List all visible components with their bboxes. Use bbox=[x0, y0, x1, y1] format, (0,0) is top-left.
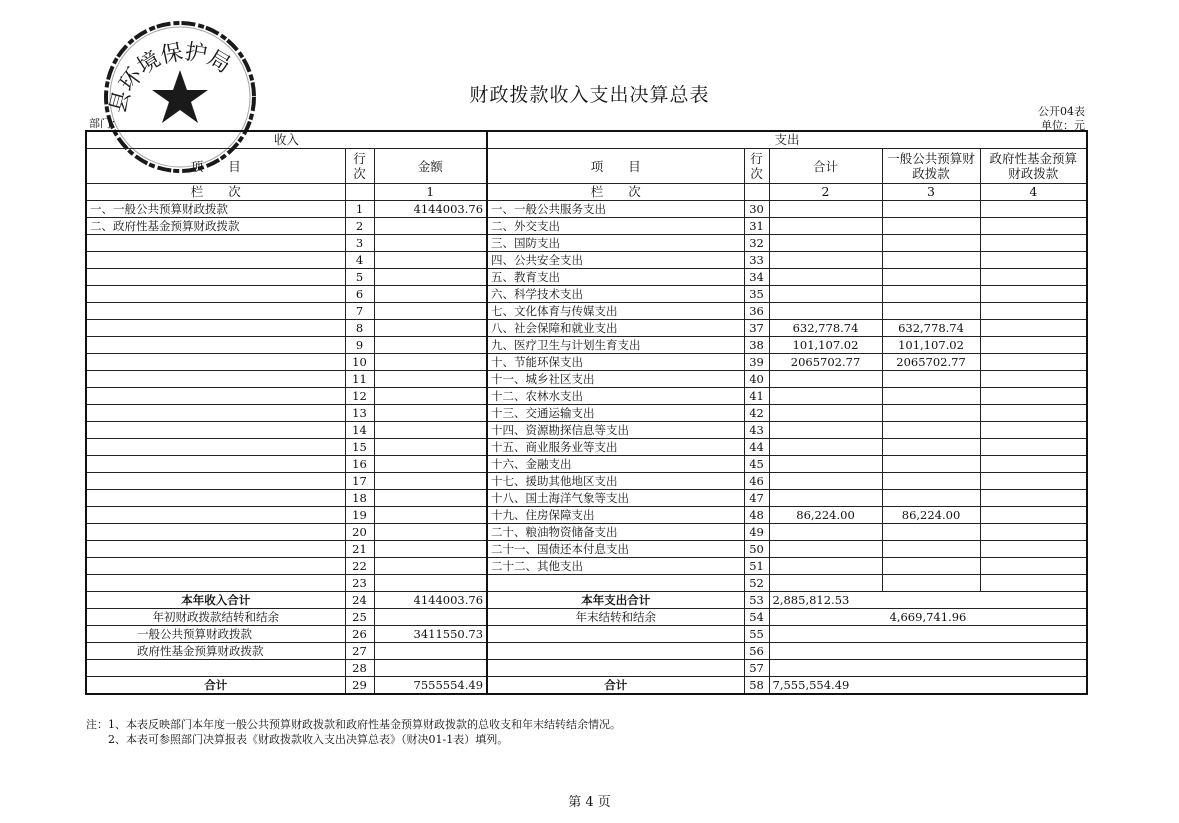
income-amount bbox=[374, 558, 487, 575]
income-row-no: 13 bbox=[345, 405, 374, 422]
income-amount bbox=[374, 473, 487, 490]
col-item-exp-header: 项 目 bbox=[487, 149, 744, 184]
expense-gov-fund bbox=[980, 388, 1087, 405]
table-row bbox=[86, 269, 1087, 286]
header-row-columns bbox=[86, 149, 1087, 184]
expense-row-no: 31 bbox=[744, 218, 769, 235]
income-amount bbox=[374, 439, 487, 456]
table-row bbox=[86, 405, 1087, 422]
expense-total bbox=[769, 371, 882, 388]
table-row bbox=[86, 473, 1087, 490]
expense-carry-label: 年末结转和结余 bbox=[487, 609, 744, 626]
income-item bbox=[86, 269, 345, 286]
expense-general-budget bbox=[882, 575, 980, 592]
income-item: 一、一般公共预算财政拨款 bbox=[86, 201, 345, 218]
col-num-2: 2 bbox=[769, 184, 882, 201]
form-code: 公开04表 bbox=[1038, 105, 1085, 118]
table-row bbox=[86, 371, 1087, 388]
income-row-no: 1 bbox=[345, 201, 374, 218]
income-row-no: 12 bbox=[345, 388, 374, 405]
income-general-label: 一般公共预算财政拨款 bbox=[86, 626, 345, 643]
expense-general-budget bbox=[882, 201, 980, 218]
income-item bbox=[86, 303, 345, 320]
expense-row-no: 34 bbox=[744, 269, 769, 286]
income-amount bbox=[374, 490, 487, 507]
expense-gov-fund bbox=[980, 286, 1087, 303]
footnotes bbox=[86, 717, 621, 747]
expense-general-budget bbox=[882, 218, 980, 235]
expense-item: 二十一、国债还本付息支出 bbox=[487, 541, 744, 558]
expense-general-budget: 101,107.02 bbox=[882, 337, 980, 354]
grand-total-label: 合计 bbox=[86, 677, 345, 695]
expense-total bbox=[769, 252, 882, 269]
expense-row-no: 51 bbox=[744, 558, 769, 575]
income-row-no: 18 bbox=[345, 490, 374, 507]
income-amount bbox=[374, 337, 487, 354]
expense-gov-fund bbox=[980, 252, 1087, 269]
income-amount bbox=[374, 456, 487, 473]
income-item bbox=[86, 371, 345, 388]
expense-item: 十五、商业服务业等支出 bbox=[487, 439, 744, 456]
income-row-no: 11 bbox=[345, 371, 374, 388]
col-rowno-header: 行次 bbox=[345, 149, 374, 184]
expense-row-no: 38 bbox=[744, 337, 769, 354]
expense-item: 四、公共安全支出 bbox=[487, 252, 744, 269]
expense-total bbox=[769, 269, 882, 286]
expense-total: 2065702.77 bbox=[769, 354, 882, 371]
expense-item: 十一、城乡社区支出 bbox=[487, 371, 744, 388]
income-item bbox=[86, 439, 345, 456]
table-row bbox=[86, 354, 1087, 371]
expense-total bbox=[769, 218, 882, 235]
footnote-1: 注：1、本表反映部门本年度一般公共预算财政拨款和政府性基金预算财政拨款的总收支和年末结转结余情况。 bbox=[86, 718, 621, 731]
table-row bbox=[86, 456, 1087, 473]
income-amount bbox=[374, 286, 487, 303]
expense-total bbox=[769, 286, 882, 303]
income-total-amount: 4144003.76 bbox=[374, 592, 487, 609]
income-amount: 4144003.76 bbox=[374, 201, 487, 218]
expense-general-budget bbox=[882, 371, 980, 388]
expense-gov-fund bbox=[980, 490, 1087, 507]
income-item bbox=[86, 286, 345, 303]
table-row bbox=[86, 388, 1087, 405]
expense-general-budget bbox=[882, 524, 980, 541]
col-gov-fund-header: 政府性基金预算财政拨款 bbox=[980, 149, 1087, 184]
expense-gov-fund bbox=[980, 422, 1087, 439]
expense-item: 五、教育支出 bbox=[487, 269, 744, 286]
expense-gov-fund bbox=[980, 575, 1087, 592]
expense-total bbox=[769, 558, 882, 575]
expense-total bbox=[769, 201, 882, 218]
income-amount bbox=[374, 235, 487, 252]
income-row-no: 10 bbox=[345, 354, 374, 371]
income-amount bbox=[374, 218, 487, 235]
expense-gov-fund bbox=[980, 507, 1087, 524]
expense-item: 十九、住房保障支出 bbox=[487, 507, 744, 524]
income-item bbox=[86, 575, 345, 592]
row-income-total: 本年收入合计 24 4144003.76 本年支出合计 53 2,885,812.53 bbox=[86, 592, 1087, 609]
expense-general-budget bbox=[882, 252, 980, 269]
expense-total: 101,107.02 bbox=[769, 337, 882, 354]
income-amount bbox=[374, 575, 487, 592]
income-amount bbox=[374, 354, 487, 371]
income-amount bbox=[374, 320, 487, 337]
row-general-carry: 一般公共预算财政拨款 26 3411550.73 55 bbox=[86, 626, 1087, 643]
expense-general-budget bbox=[882, 473, 980, 490]
income-row-no: 17 bbox=[345, 473, 374, 490]
income-row-no: 9 bbox=[345, 337, 374, 354]
expense-general-budget bbox=[882, 422, 980, 439]
income-row-no: 7 bbox=[345, 303, 374, 320]
expense-item: 二、外交支出 bbox=[487, 218, 744, 235]
income-row-no: 14 bbox=[345, 422, 374, 439]
expense-general-budget bbox=[882, 269, 980, 286]
page-number: 第 4 页 bbox=[568, 795, 611, 810]
expense-row-no: 40 bbox=[744, 371, 769, 388]
expense-item: 十、节能环保支出 bbox=[487, 354, 744, 371]
expense-gov-fund bbox=[980, 371, 1087, 388]
income-item bbox=[86, 422, 345, 439]
expense-gov-fund bbox=[980, 473, 1087, 490]
expense-total bbox=[769, 524, 882, 541]
income-item bbox=[86, 456, 345, 473]
income-row-no: 21 bbox=[345, 541, 374, 558]
income-item bbox=[86, 558, 345, 575]
budget-summary-table bbox=[85, 130, 1088, 695]
expense-row-no: 32 bbox=[744, 235, 769, 252]
unit-label: 单位：元 bbox=[1041, 119, 1085, 132]
row-grand-total: 合计 29 7555554.49 合计 58 7,555,554.49 bbox=[86, 677, 1087, 695]
expense-total: 86,224.00 bbox=[769, 507, 882, 524]
expense-item: 二十二、其他支出 bbox=[487, 558, 744, 575]
footnote-2: 2、本表可参照部门决算报表《财政拨款收入支出决算总表》（财决01-1表）填列。 bbox=[86, 733, 509, 746]
income-row-no: 23 bbox=[345, 575, 374, 592]
header-row-sections bbox=[86, 131, 1087, 149]
income-item bbox=[86, 473, 345, 490]
expense-total bbox=[769, 456, 882, 473]
row-carryover: 年初财政拨款结转和结余 25 年末结转和结余 54 4,669,741.96 bbox=[86, 609, 1087, 626]
income-carry-label: 年初财政拨款结转和结余 bbox=[86, 609, 345, 626]
col-rowno-exp-header: 行次 bbox=[744, 149, 769, 184]
income-item bbox=[86, 405, 345, 422]
expense-row-no: 52 bbox=[744, 575, 769, 592]
income-item bbox=[86, 252, 345, 269]
expense-general-budget: 632,778.74 bbox=[882, 320, 980, 337]
table-row bbox=[86, 524, 1087, 541]
income-row-no: 6 bbox=[345, 286, 374, 303]
col-amount-header: 金额 bbox=[374, 149, 487, 184]
income-item bbox=[86, 524, 345, 541]
expense-carry-amount: 4,669,741.96 bbox=[769, 609, 1087, 626]
expense-row-no: 30 bbox=[744, 201, 769, 218]
income-item bbox=[86, 507, 345, 524]
expense-row-no: 36 bbox=[744, 303, 769, 320]
expense-general-budget bbox=[882, 388, 980, 405]
income-row-no: 2 bbox=[345, 218, 374, 235]
income-row-no: 8 bbox=[345, 320, 374, 337]
row-28: 28 57 bbox=[86, 660, 1087, 677]
expense-general-budget bbox=[882, 456, 980, 473]
expense-gov-fund bbox=[980, 354, 1087, 371]
expense-total bbox=[769, 235, 882, 252]
income-item bbox=[86, 388, 345, 405]
expense-item: 七、文化体育与传媒支出 bbox=[487, 303, 744, 320]
expense-row-no: 35 bbox=[744, 286, 769, 303]
expense-total bbox=[769, 490, 882, 507]
expense-general-budget: 86,224.00 bbox=[882, 507, 980, 524]
expense-gov-fund bbox=[980, 558, 1087, 575]
table-row bbox=[86, 320, 1087, 337]
table-row bbox=[86, 541, 1087, 558]
expense-row-no: 44 bbox=[744, 439, 769, 456]
col-num-1: 1 bbox=[374, 184, 487, 201]
expense-row-no: 45 bbox=[744, 456, 769, 473]
expense-row-no: 50 bbox=[744, 541, 769, 558]
expense-general-budget bbox=[882, 286, 980, 303]
expense-general-budget bbox=[882, 558, 980, 575]
expense-gov-fund bbox=[980, 201, 1087, 218]
table-row bbox=[86, 235, 1087, 252]
expense-total bbox=[769, 541, 882, 558]
income-item bbox=[86, 337, 345, 354]
expense-gov-fund bbox=[980, 269, 1087, 286]
expense-general-budget bbox=[882, 541, 980, 558]
income-row-no: 3 bbox=[345, 235, 374, 252]
expense-row-no: 49 bbox=[744, 524, 769, 541]
income-row-no: 19 bbox=[345, 507, 374, 524]
header-row-colnums bbox=[86, 184, 1087, 201]
expense-total bbox=[769, 473, 882, 490]
grand-total-amount: 7555554.49 bbox=[374, 677, 487, 695]
expense-gov-fund bbox=[980, 541, 1087, 558]
income-amount bbox=[374, 422, 487, 439]
expense-total bbox=[769, 439, 882, 456]
table-row bbox=[86, 490, 1087, 507]
expense-item: 八、社会保障和就业支出 bbox=[487, 320, 744, 337]
income-item bbox=[86, 320, 345, 337]
expense-item: 二十、粮油物资储备支出 bbox=[487, 524, 744, 541]
col-label-exp: 栏 次 bbox=[487, 184, 744, 201]
income-row-no: 5 bbox=[345, 269, 374, 286]
expense-gov-fund bbox=[980, 456, 1087, 473]
table-row bbox=[86, 303, 1087, 320]
expense-item: 九、医疗卫生与计划生育支出 bbox=[487, 337, 744, 354]
expense-total bbox=[769, 575, 882, 592]
income-row-no: 22 bbox=[345, 558, 374, 575]
expense-grand-amount: 7,555,554.49 bbox=[769, 677, 1087, 695]
expense-row-no: 43 bbox=[744, 422, 769, 439]
table-row bbox=[86, 558, 1087, 575]
income-amount bbox=[374, 269, 487, 286]
income-amount bbox=[374, 388, 487, 405]
expense-row-no: 42 bbox=[744, 405, 769, 422]
income-row-no: 15 bbox=[345, 439, 374, 456]
income-total-label: 本年收入合计 bbox=[86, 592, 345, 609]
income-amount bbox=[374, 507, 487, 524]
col-item-header: 项 目 bbox=[86, 149, 345, 184]
income-item bbox=[86, 354, 345, 371]
income-header: 收入 bbox=[86, 131, 487, 149]
expense-total: 632,778.74 bbox=[769, 320, 882, 337]
expense-header: 支出 bbox=[487, 131, 1087, 149]
expense-item: 一、一般公共服务支出 bbox=[487, 201, 744, 218]
col-label: 栏 次 bbox=[86, 184, 345, 201]
table-row bbox=[86, 201, 1087, 218]
table-row bbox=[86, 507, 1087, 524]
expense-grand-label: 合计 bbox=[487, 677, 744, 695]
income-item bbox=[86, 541, 345, 558]
income-item bbox=[86, 490, 345, 507]
expense-row-no: 47 bbox=[744, 490, 769, 507]
department-label: 部门： bbox=[89, 117, 122, 130]
income-item bbox=[86, 235, 345, 252]
expense-gov-fund bbox=[980, 235, 1087, 252]
expense-row-no: 33 bbox=[744, 252, 769, 269]
col-total-header: 合计 bbox=[769, 149, 882, 184]
table-row bbox=[86, 575, 1087, 592]
income-fund-label: 政府性基金预算财政拨款 bbox=[86, 643, 345, 660]
expense-general-budget bbox=[882, 235, 980, 252]
col-general-budget-header: 一般公共预算财政拨款 bbox=[882, 149, 980, 184]
expense-gov-fund bbox=[980, 405, 1087, 422]
expense-row-no: 37 bbox=[744, 320, 769, 337]
expense-total bbox=[769, 303, 882, 320]
expense-item: 十四、资源勘探信息等支出 bbox=[487, 422, 744, 439]
income-amount bbox=[374, 541, 487, 558]
income-amount bbox=[374, 303, 487, 320]
table-row bbox=[86, 439, 1087, 456]
income-amount bbox=[374, 405, 487, 422]
table-row bbox=[86, 218, 1087, 235]
col-num-3: 3 bbox=[882, 184, 980, 201]
expense-gov-fund bbox=[980, 337, 1087, 354]
expense-gov-fund bbox=[980, 320, 1087, 337]
expense-item: 十七、援助其他地区支出 bbox=[487, 473, 744, 490]
expense-gov-fund bbox=[980, 524, 1087, 541]
expense-general-budget bbox=[882, 490, 980, 507]
table-row bbox=[86, 337, 1087, 354]
expense-total bbox=[769, 422, 882, 439]
income-general-amount: 3411550.73 bbox=[374, 626, 487, 643]
expense-item: 十六、金融支出 bbox=[487, 456, 744, 473]
col-num-4: 4 bbox=[980, 184, 1087, 201]
expense-item: 六、科学技术支出 bbox=[487, 286, 744, 303]
expense-total bbox=[769, 405, 882, 422]
table-row bbox=[86, 286, 1087, 303]
income-item: 二、政府性基金预算财政拨款 bbox=[86, 218, 345, 235]
income-row-no: 4 bbox=[345, 252, 374, 269]
row-fund-carry: 政府性基金预算财政拨款 27 56 bbox=[86, 643, 1087, 660]
expense-general-budget bbox=[882, 405, 980, 422]
expense-gov-fund bbox=[980, 439, 1087, 456]
expense-general-budget bbox=[882, 303, 980, 320]
expense-gov-fund bbox=[980, 218, 1087, 235]
expense-total bbox=[769, 388, 882, 405]
expense-item bbox=[487, 575, 744, 592]
expense-row-no: 46 bbox=[744, 473, 769, 490]
income-amount bbox=[374, 371, 487, 388]
report-title: 财政拨款收入支出决算总表 bbox=[469, 84, 710, 106]
expense-row-no: 41 bbox=[744, 388, 769, 405]
table-row bbox=[86, 252, 1087, 269]
expense-item: 十三、交通运输支出 bbox=[487, 405, 744, 422]
expense-item: 十二、农林水支出 bbox=[487, 388, 744, 405]
expense-gov-fund bbox=[980, 303, 1087, 320]
seal-text: 县环境保护局 bbox=[105, 39, 235, 116]
table-row bbox=[86, 422, 1087, 439]
income-row-no: 20 bbox=[345, 524, 374, 541]
expense-item: 十八、国土海洋气象等支出 bbox=[487, 490, 744, 507]
income-row-no: 16 bbox=[345, 456, 374, 473]
expense-general-budget: 2065702.77 bbox=[882, 354, 980, 371]
expense-total-amount: 2,885,812.53 bbox=[769, 592, 1087, 609]
expense-row-no: 48 bbox=[744, 507, 769, 524]
expense-item: 三、国防支出 bbox=[487, 235, 744, 252]
expense-total-label: 本年支出合计 bbox=[487, 592, 744, 609]
income-amount bbox=[374, 252, 487, 269]
income-amount bbox=[374, 524, 487, 541]
expense-general-budget bbox=[882, 439, 980, 456]
expense-row-no: 39 bbox=[744, 354, 769, 371]
